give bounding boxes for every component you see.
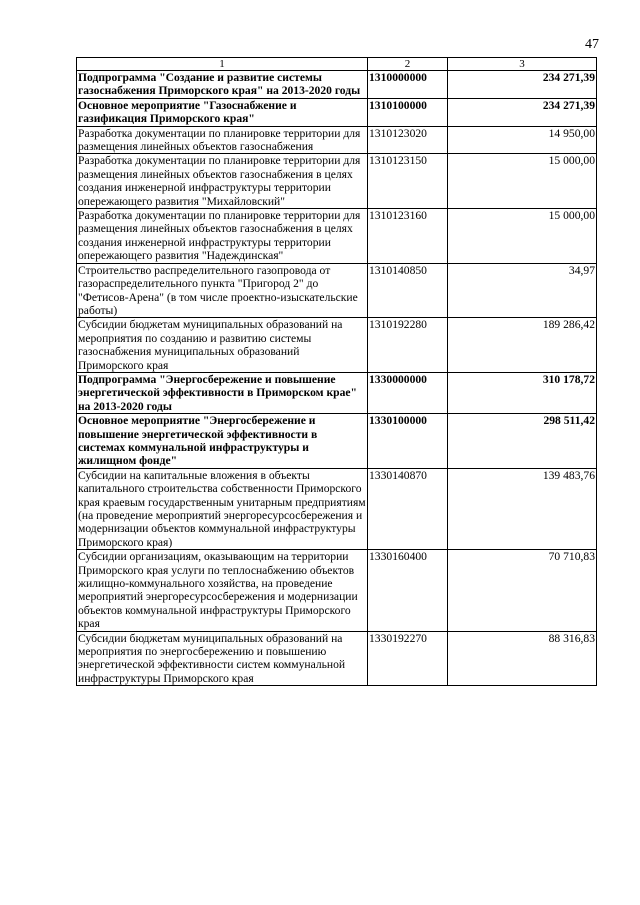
header-row: [77, 58, 597, 71]
row-code-cell: 1310192280: [368, 318, 448, 373]
row-name-cell: Основное мероприятие "Энергосбережение и повышение энергетической эффективности в системах коммунальной инфраструктуры и жилищном фонде": [77, 414, 368, 469]
row-amount-cell: 234 271,39: [448, 71, 597, 99]
row-code-cell: 1310140850: [368, 263, 448, 318]
table-row: [77, 631, 597, 686]
row-amount-cell: 15 000,00: [448, 209, 597, 264]
table-row: [77, 263, 597, 318]
row-name-cell: Основное мероприятие "Газоснабжение и газификация Приморского края": [77, 98, 368, 126]
column-header-2: 2: [368, 58, 448, 71]
table-row: [77, 318, 597, 373]
row-name-cell: Субсидии бюджетам муниципальных образований на мероприятия по энергосбережению и повышению энергетической эффективности систем коммунальной инфраструктуры Приморского края: [77, 631, 368, 686]
row-name-cell: Разработка документации по планировке территории для размещения линейных объектов газоснабжения в целях создания инженерной инфраструктуры территории опережающего развития "Надеждинская": [77, 209, 368, 264]
table-row: [77, 126, 597, 154]
row-code-cell: 1310123150: [368, 154, 448, 209]
row-code-cell: 1330140870: [368, 468, 448, 549]
table-row: [77, 550, 597, 631]
row-code-cell: 1330160400: [368, 550, 448, 631]
row-code-cell: 1330000000: [368, 372, 448, 413]
table-row: [77, 209, 597, 264]
row-amount-cell: 189 286,42: [448, 318, 597, 373]
table-row: [77, 98, 597, 126]
row-code-cell: 1310000000: [368, 71, 448, 99]
column-header-3: 3: [448, 58, 597, 71]
table-row: [77, 468, 597, 549]
row-amount-cell: 298 511,42: [448, 414, 597, 469]
table-row: [77, 414, 597, 469]
row-name-cell: Подпрограмма "Энергосбережение и повышение энергетической эффективности в Приморском крае" на 2013-2020 годы: [77, 372, 368, 413]
row-name-cell: Разработка документации по планировке территории для размещения линейных объектов газоснабжения в целях создания инженерной инфраструктуры территории опережающего развития "Михайловский": [77, 154, 368, 209]
row-amount-cell: 234 271,39: [448, 98, 597, 126]
row-code-cell: 1330192270: [368, 631, 448, 686]
table-row: [77, 154, 597, 209]
row-amount-cell: 34,97: [448, 263, 597, 318]
column-header-1: 1: [77, 58, 368, 71]
row-name-cell: Строительство распределительного газопровода от газораспределительного пункта "Пригород 2" до "Фетисов-Арена" (в том числе проектно-изыскательские работы): [77, 263, 368, 318]
row-amount-cell: 15 000,00: [448, 154, 597, 209]
page-number: 47: [585, 37, 599, 52]
row-name-cell: Разработка документации по планировке территории для размещения линейных объектов газоснабжения: [77, 126, 368, 154]
row-code-cell: 1310123020: [368, 126, 448, 154]
row-code-cell: 1310100000: [368, 98, 448, 126]
row-amount-cell: 139 483,76: [448, 468, 597, 549]
row-amount-cell: 14 950,00: [448, 126, 597, 154]
row-name-cell: Субсидии бюджетам муниципальных образований на мероприятия по созданию и развитию системы газоснабжения муниципальных образований Приморского края: [77, 318, 368, 373]
row-code-cell: 1330100000: [368, 414, 448, 469]
row-name-cell: Подпрограмма "Создание и развитие системы газоснабжения Приморского края" на 2013-2020 годы: [77, 71, 368, 99]
row-amount-cell: 310 178,72: [448, 372, 597, 413]
row-name-cell: Субсидии на капитальные вложения в объекты капитального строительства собственности Приморского края краевым государственным унитарным предприятиям (на проведение мероприятий энергоресурсосбережения и модернизации объектов коммунальной инфраструктуры Приморского края): [78, 468, 366, 549]
budget-table: [76, 57, 597, 686]
table-row: [77, 372, 597, 413]
table-row: [77, 71, 597, 99]
row-name-cell: Субсидии организациям, оказывающим на территории Приморского края услуги по теплоснабжению объектов жилищно-коммунального хозяйства, на проведение мероприятий энергоресурсосбережения и модернизации объектов коммунальной инфраструктуры Приморского края: [77, 550, 368, 631]
row-code-cell: 1310123160: [368, 209, 448, 264]
row-amount-cell: 70 710,83: [448, 550, 597, 631]
row-amount-cell: 88 316,83: [448, 631, 597, 686]
